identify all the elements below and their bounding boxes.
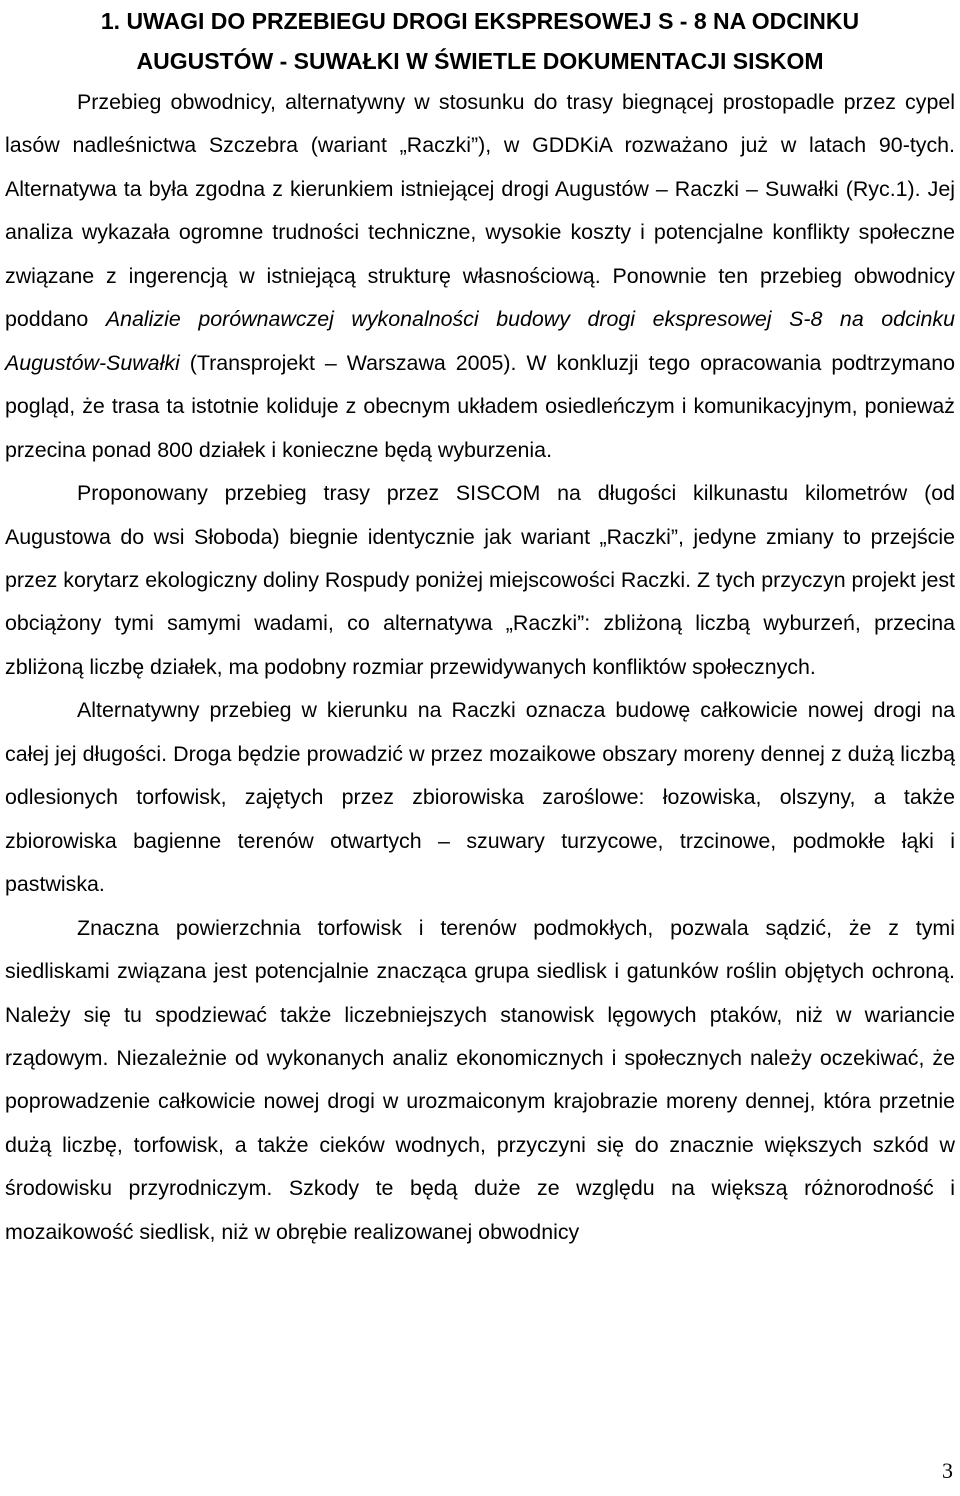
heading-line-2: AUGUSTÓW - SUWAŁKI W ŚWIETLE DOKUMENTACJI SISKOM bbox=[136, 48, 824, 74]
document-page bbox=[5, 0, 955, 1254]
page-number: 3 bbox=[942, 1458, 953, 1483]
paragraph-1-italic-title: Analizie porównawczej wykonalności budowy drogi ekspresowej S-8 na odcinku Augustów-Suwałki bbox=[5, 307, 956, 375]
paragraph-3: Alternatywny przebieg w kierunku na Raczki oznacza budowę całkowicie nowej drogi na całej jej długości. Droga będzie prowadzić w przez mozaikowe obszary moreny dennej z dużą liczbą odlesionych torfowisk, zajętych przez zbiorowiska zaroślowe: łozowiska, olszyny, a także zbiorowiska bagienne terenów otwartych – szuwary turzycowe, trzcinowe, podmokłe łąki i pastwiska. bbox=[5, 698, 955, 897]
paragraph-1-text-b: (Transprojekt – Warszawa 2005). W konkluzji tego opracowania podtrzymano pogląd, że trasa ta istotnie koliduje z obecnym układem osiedleńczym i komunikacyjnym, ponieważ przecina ponad 800 działek i konieczne będą wyburzenia. bbox=[5, 350, 955, 462]
paragraph-4: Znaczna powierzchnia torfowisk i terenów podmokłych, pozwala sądzić, że z tymi siedliskami związana jest potencjalnie znacząca grupa siedlisk i gatunków roślin objętych ochroną. Należy się tu spodziewać także liczebniejszych stanowisk lęgowych ptaków, niż w wariancie rządowym. Niezależnie od wykonanych analiz ekonomicznych i społecznych należy oczekiwać, że poprowadzenie całkowicie nowej drogi w urozmaiconym krajobrazie moreny dennej, która przetnie dużą liczbę, torfowisk, a także cieków wodnych, przyczyni się do znacznie większych szkód w środowisku przyrodniczym. Szkody te będą duże ze względu na większą różnorodność i mozaikowość siedlisk, niż w obrębie realizowanej obwodnicy bbox=[5, 915, 955, 1244]
heading-line-1: 1. UWAGI DO PRZEBIEGU DROGI EKSPRESOWEJ S - 8 NA ODCINKU bbox=[100, 8, 860, 34]
paragraph-1-text-a: Przebieg obwodnicy, alternatywny w stosunku do trasy biegnącej prostopadle przez cypel lasów nadleśnictwa Szczebra (wariant „Raczki”), w GDDKiA rozważano już w latach 90-tych. Alternatywa ta była zgodna z kierunkiem istniejącej drogi Augustów – Raczki – Suwałki (Ryc.1). Jej analiza wykazała ogromne trudności techniczne, wysokie koszty i potencjalne konflikty społeczne związane z ingerencją w istniejącą strukturę własnościową. Ponownie ten przebieg obwodnicy poddano bbox=[5, 90, 955, 332]
paragraph-2: Proponowany przebieg trasy przez SISCOM na długości kilkunastu kilometrów (od Augustowa do wsi Słoboda) biegnie identycznie jak wariant „Raczki”, jedyne zmiany to przejście przez korytarz ekologiczny doliny Rospudy poniżej miejscowości Raczki. Z tych przyczyn projekt jest obciążony tymi samymi wadami, co alternatywa „Raczki”: zbliżoną liczbą wyburzeń, przecina zbliżoną liczbę działek, ma podobny rozmiar przewidywanych konfliktów społecznych. bbox=[5, 481, 955, 679]
paragraph-1 bbox=[5, 81, 955, 472]
section-heading bbox=[5, 0, 955, 81]
